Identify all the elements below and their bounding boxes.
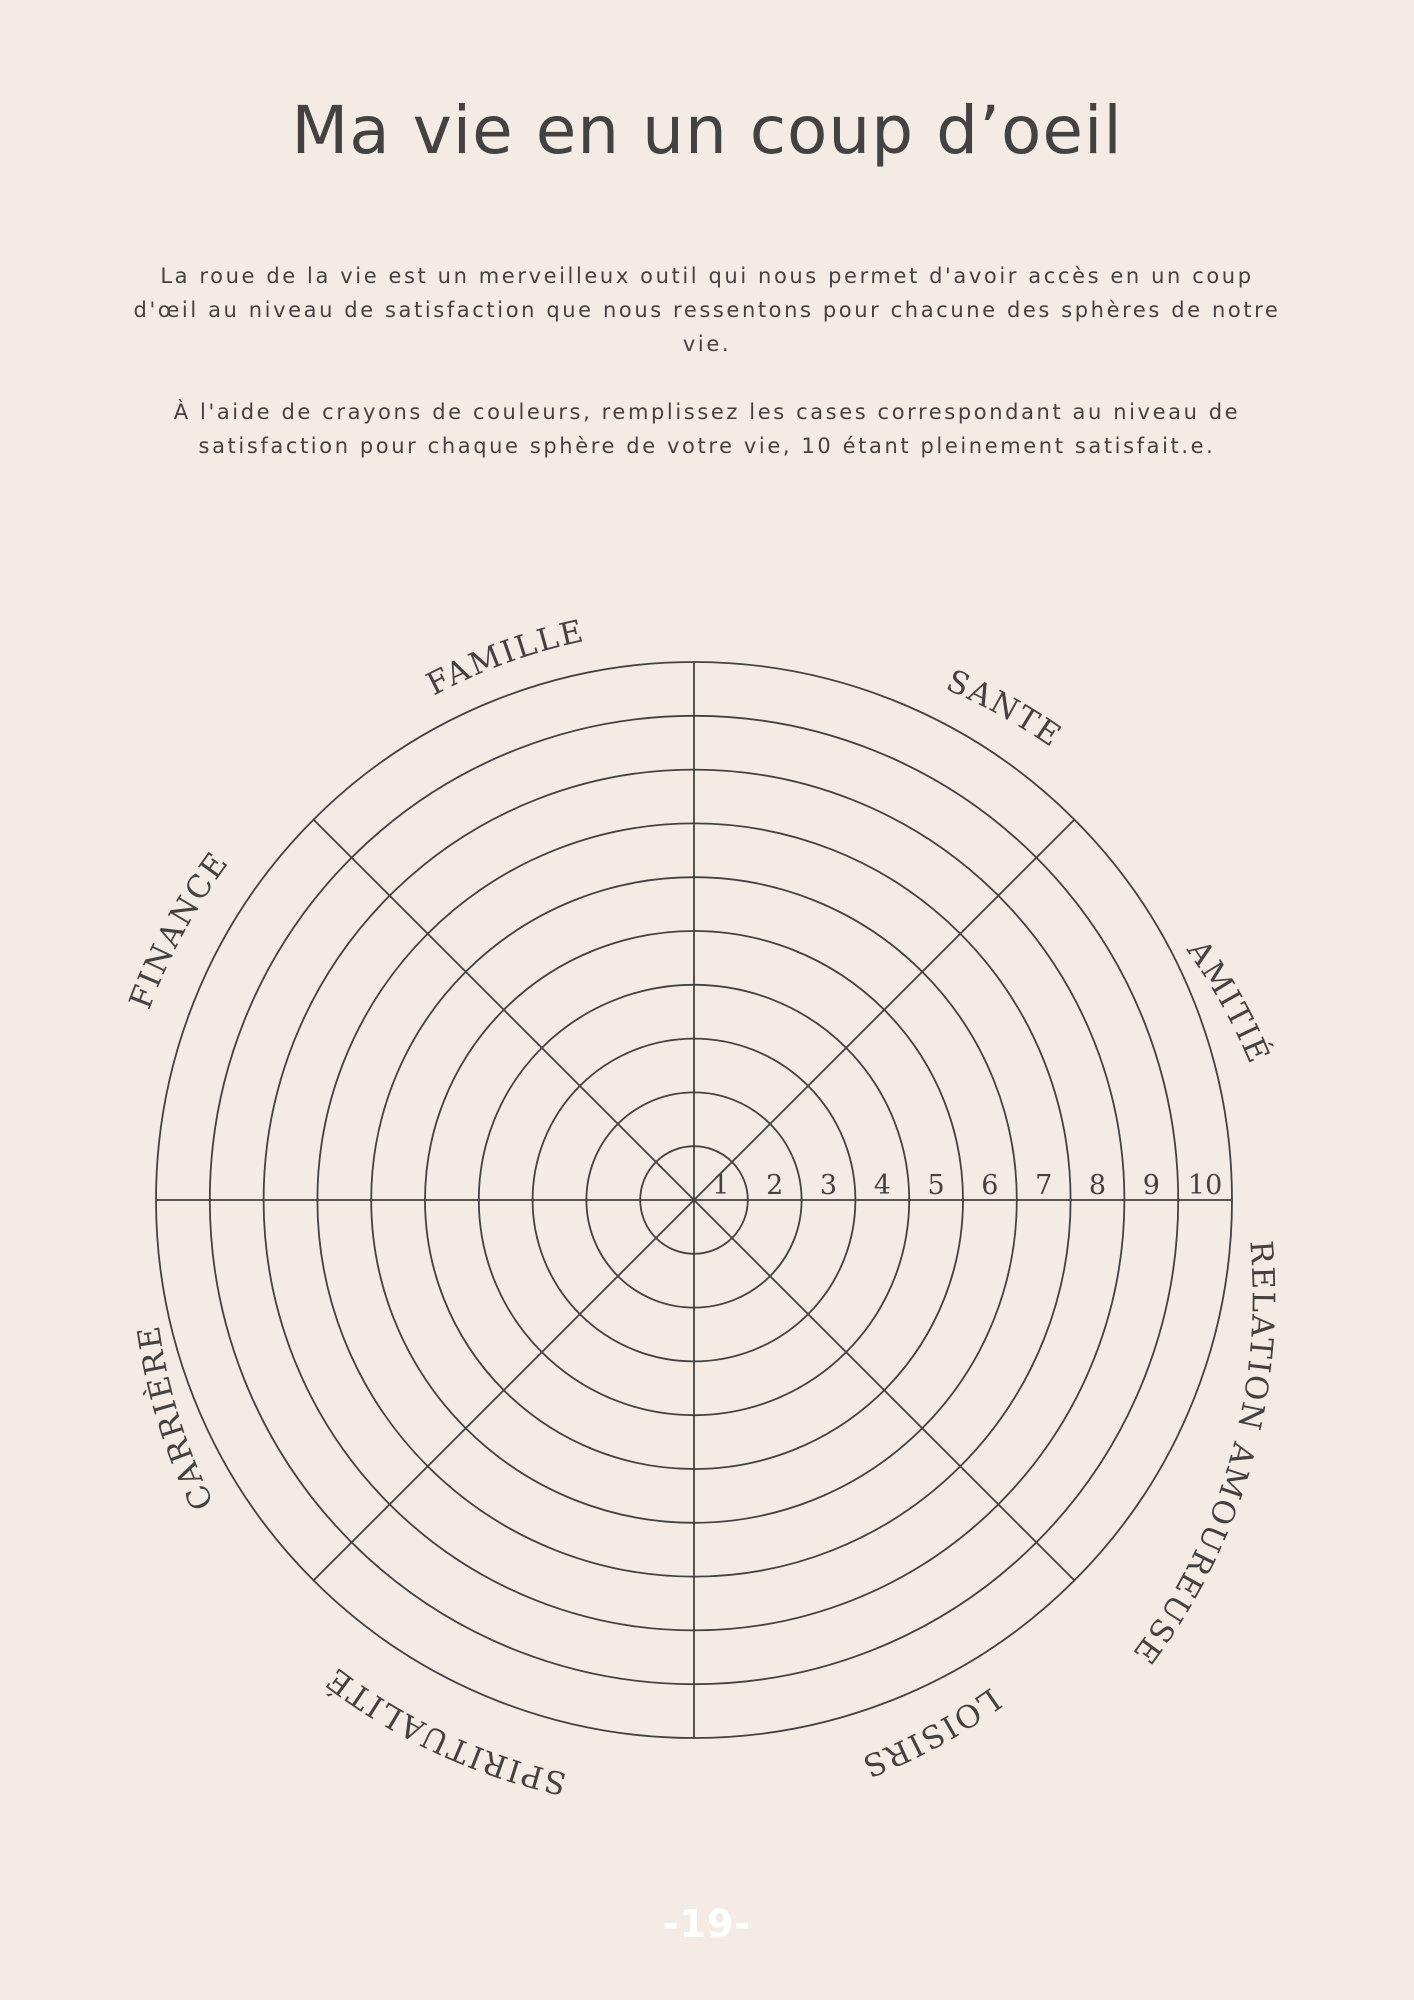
sphere-label-carriere: CARRIÈRE	[130, 1321, 222, 1516]
intro-paragraph-1: La roue de la vie est un merveilleux outil qui nous permet d'avoir accès en un coup d'œil au niveau de satisfaction que nous ressentons pour chacune des sphères de notre vie.	[133, 264, 1281, 356]
sphere-label-famille: FAMILLE	[420, 613, 589, 703]
level-label-7: 7	[1035, 1170, 1053, 1201]
level-label-1: 1	[712, 1170, 730, 1201]
level-label-4: 4	[873, 1170, 891, 1201]
level-label-5: 5	[927, 1170, 945, 1201]
sphere-label-sante: SANTE	[941, 662, 1069, 756]
sphere-label-spiritualite: SPIRITUALITÉ	[318, 1659, 570, 1802]
level-label-3: 3	[819, 1170, 838, 1201]
level-label-2: 2	[766, 1170, 784, 1201]
level-label-9: 9	[1142, 1170, 1160, 1201]
sphere-label-finance: FINANCE	[122, 844, 237, 1014]
sphere-label-loisirs: LOISIRS	[856, 1680, 1008, 1785]
level-label-6: 6	[981, 1170, 999, 1201]
intro-paragraph-2: À l'aide de crayons de couleurs, remplissez les cases correspondant au niveau de satisfaction pour chaque sphère de votre vie, 10 étant pleinement satisfait.e.	[173, 400, 1241, 458]
level-label-8: 8	[1088, 1170, 1107, 1201]
sphere-label-amitie: AMITIÉ	[1179, 933, 1277, 1070]
level-label-10: 10	[1187, 1170, 1223, 1201]
page-title: Ma vie en un coup d’oeil	[291, 92, 1123, 169]
wheel-grid	[156, 662, 1232, 1738]
sphere-label-relation-amoureuse: RELATION AMOUREUSE	[1124, 1239, 1281, 1672]
page-number: -19-	[662, 1902, 752, 1946]
